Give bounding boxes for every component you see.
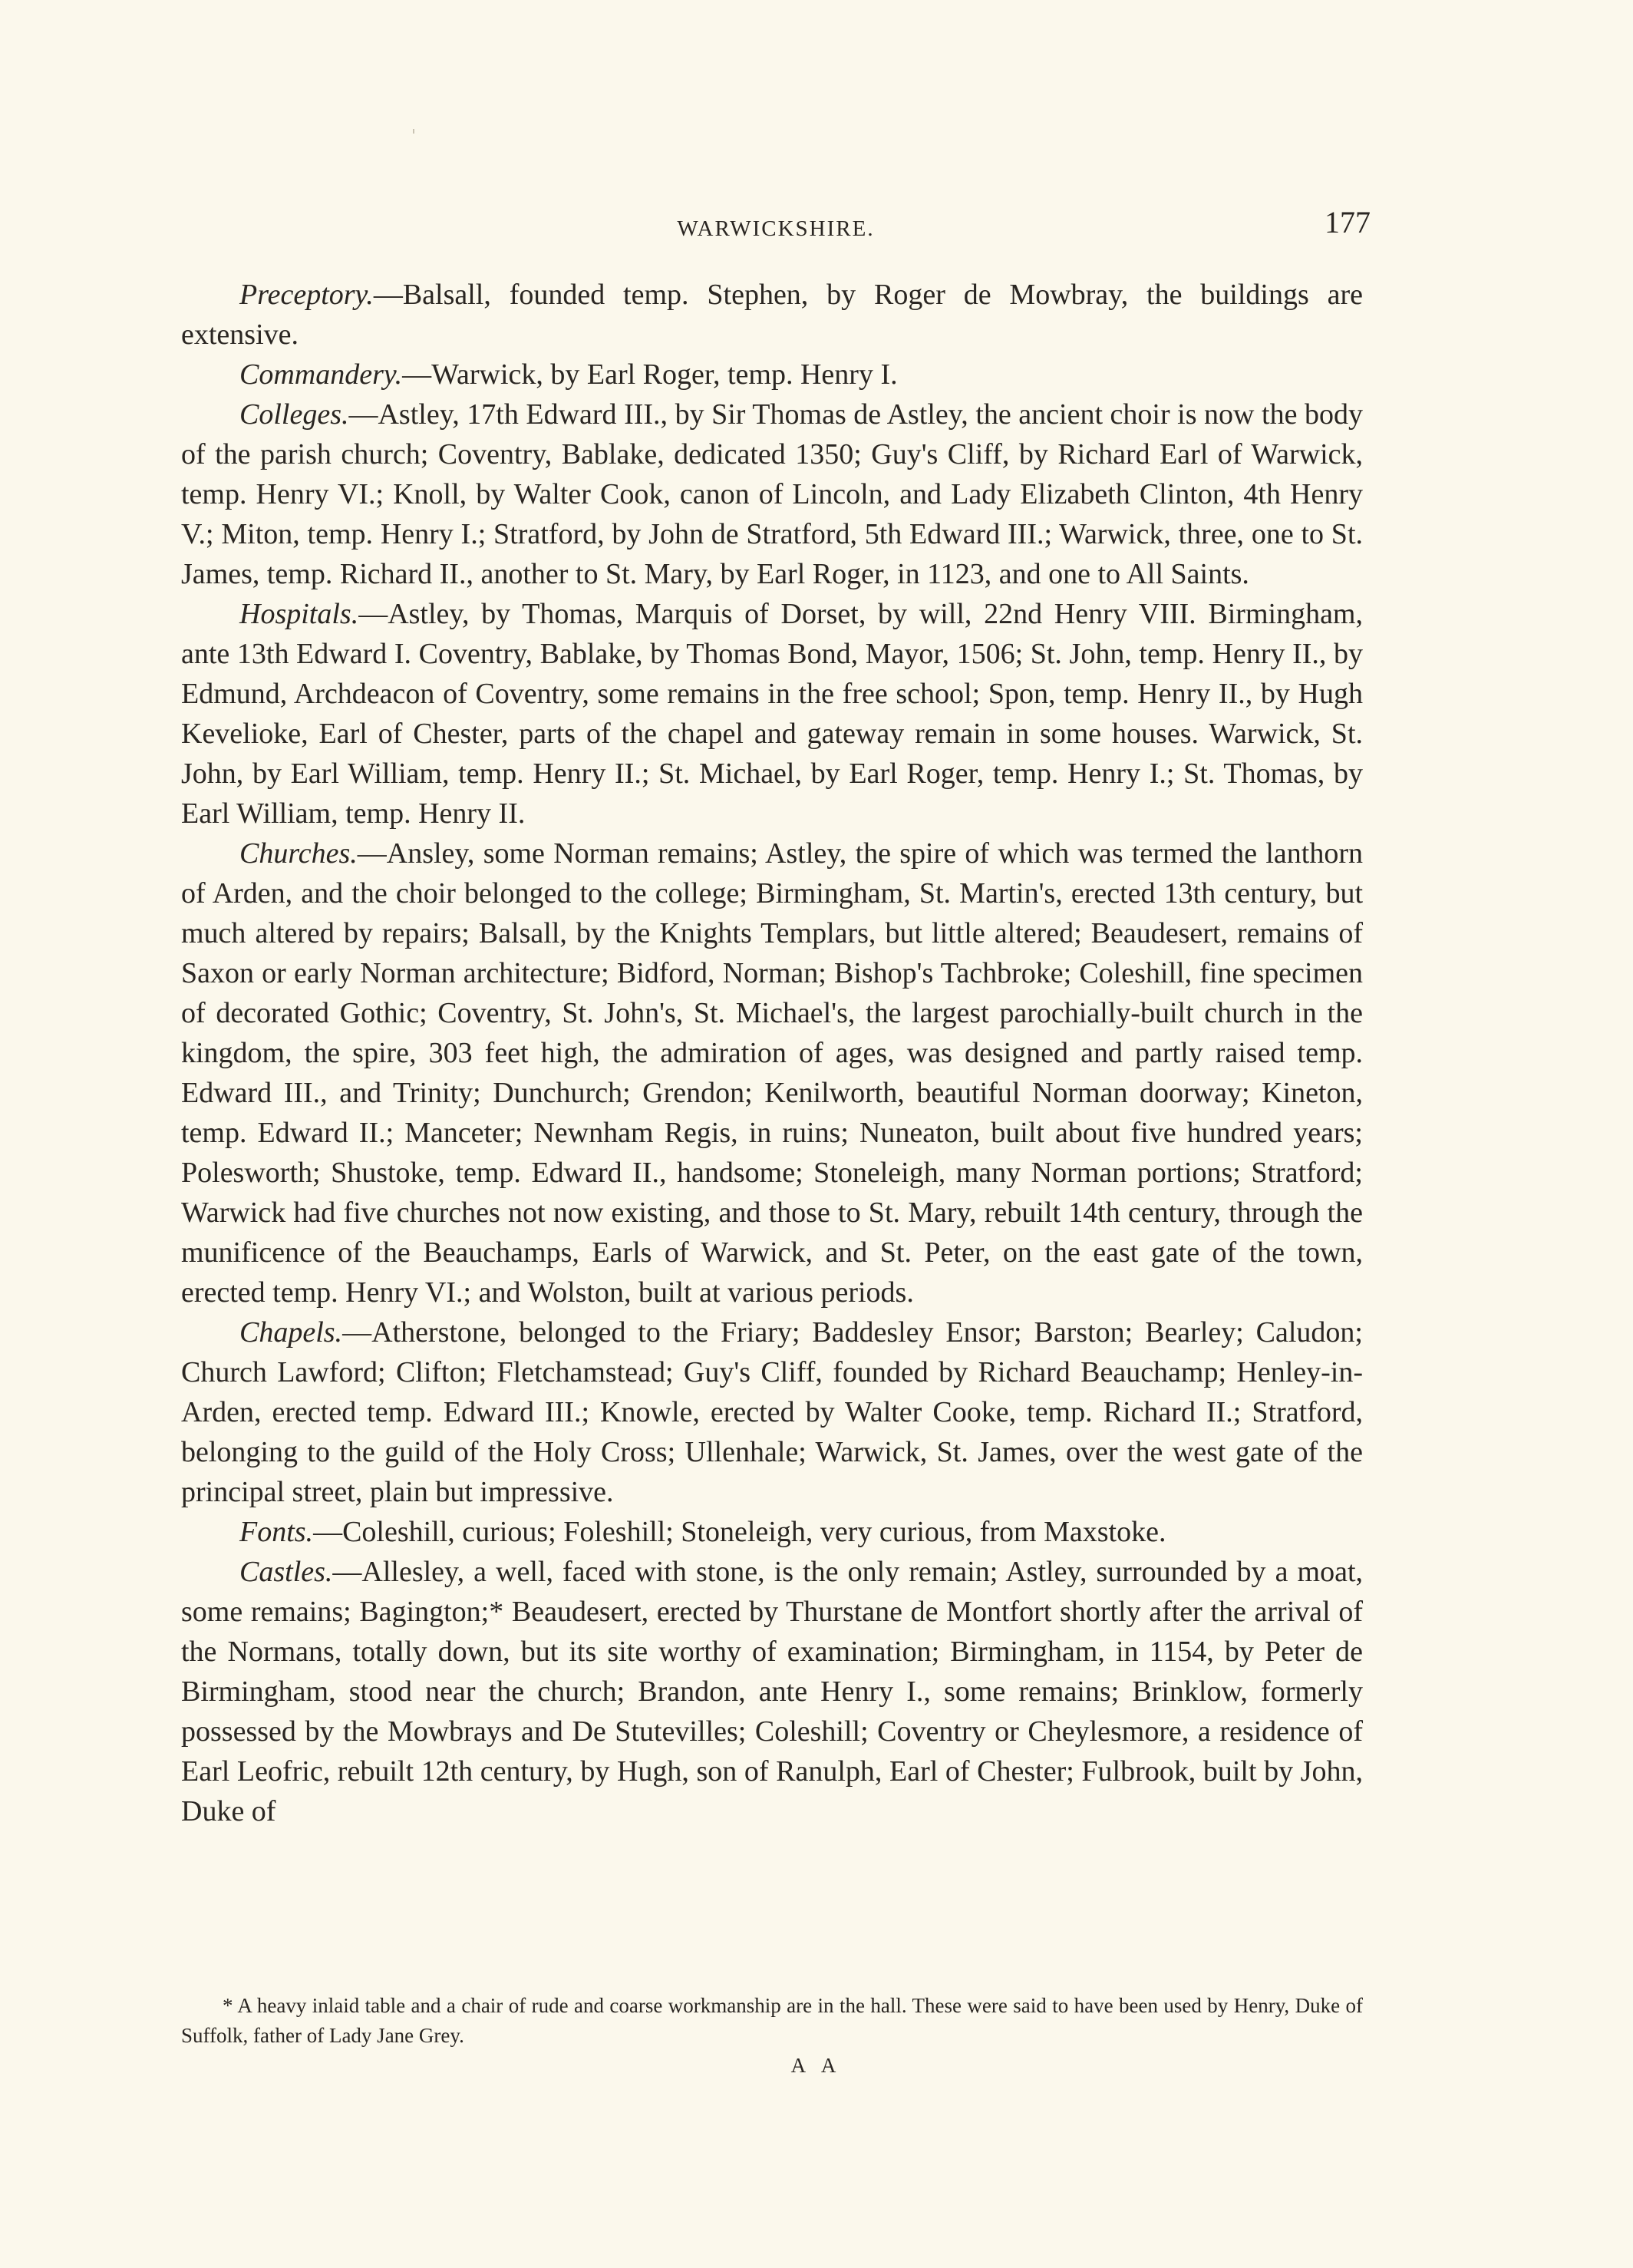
paragraph-chapels [181,1312,1363,1512]
paragraph-text: —Balsall, founded temp. Stephen, by Roger de Mowbray, the buildings are extensive. [181,279,1363,351]
paragraph-preceptory [181,275,1363,355]
paragraph-term: Commandery. [239,358,403,391]
running-title: WARWICKSHIRE. [677,216,875,241]
paragraph-term: Castles. [239,1556,333,1588]
signature-mark: A A [790,2054,843,2077]
paragraph-term: Preceptory. [239,279,374,311]
paragraph-term: Churches. [239,837,358,870]
paper-speck [413,129,414,134]
paragraph-term: Hospitals. [239,598,359,630]
paragraph-term: Chapels. [239,1316,343,1349]
paragraph-castles [181,1552,1363,1831]
paragraph-churches [181,834,1363,1312]
footnote-text: * A heavy inlaid table and a chair of rude and coarse workmanship are in the hall. These were said to have been used by Henry, Duke of Suffolk, father of Lady Jane Grey. [181,1994,1363,2047]
footnote [181,1991,1363,2051]
paragraph-text: —Atherstone, belonged to the Friary; Baddesley Ensor; Barston; Bearley; Caludon; Church Lawford; Clifton; Fletchamstead; Guy's Cliff, founded by Richard Beauchamp; Henley-in-Arden, erected temp. Edward III.; Knowle, erected by Walter Cooke, temp. Richard II.; Stratford, belonging to the guild of the Holy Cross; Ullenhale; Warwick, St. James, over the west gate of the principal street, plain but impressive. [181,1316,1363,1508]
paragraph-term: Fonts. [239,1516,314,1548]
paragraph-fonts [181,1512,1363,1552]
page-number: 177 [1325,205,1371,239]
paragraph-text: —Astley, 17th Edward III., by Sir Thomas de Astley, the ancient choir is now the body of the parish church; Coventry, Bablake, dedicated 1350; Guy's Cliff, by Richard Earl of Warwick, temp. Henry VI.; Knoll, by Walter Cook, canon of Lincoln, and Lady Elizabeth Clinton, 4th Henry V.; Miton, temp. Henry I.; Stratford, by John de Stratford, 5th Edward III.; Warwick, three, one to St. James, temp. Richard II., another to St. Mary, by Earl Roger, in 1123, and one to All Saints. [181,398,1363,590]
paragraph-text: —Ansley, some Norman remains; Astley, the spire of which was termed the lanthorn of Arden, and the choir belonged to the college; Birmingham, St. Martin's, erected 13th century, but much altered by repairs; Balsall, by the Knights Templars, but little altered; Beaudesert, remains of Saxon or early Norman architecture; Bidford, Norman; Bishop's Tachbroke; Coleshill, fine specimen of decorated Gothic; Coventry, St. John's, St. Michael's, the largest parochially-built church in the kingdom, the spire, 303 feet high, the admiration of ages, was designed and partly raised temp. Edward III., and Trinity; Dunchurch; Grendon; Kenilworth, beautiful Norman doorway; Kineton, temp. Edward II.; Manceter; Newnham Regis, in ruins; Nuneaton, built about five hundred years; Polesworth; Shustoke, temp. Edward II., handsome; Stoneleigh, many Norman portions; Stratford; Warwick had five churches not now existing, and those to St. Mary, rebuilt 14th century, through the munificence of the Beauchamps, Earls of Warwick, and St. Peter, on the east gate of the town, erected temp. Henry VI.; and Wolston, built at various periods. [181,837,1363,1309]
paragraph-colleges [181,395,1363,594]
page-header [181,201,1371,255]
paragraph-text: —Coleshill, curious; Foleshill; Stoneleigh, very curious, from Maxstoke. [313,1516,1166,1548]
paragraph-commandery [181,355,1363,395]
paragraph-text: —Astley, by Thomas, Marquis of Dorset, by will, 22nd Henry VIII. Birmingham, ante 13th Edward I. Coventry, Bablake, by Thomas Bond, Mayor, 1506; St. John, temp. Henry II., by Edmund, Archdeacon of Coventry, some remains in the free school; Spon, temp. Henry II., by Hugh Kevelioke, Earl of Chester, parts of the chapel and gateway remain in some houses. Warwick, St. John, by Earl William, temp. Henry II.; St. Michael, by Earl Roger, temp. Henry I.; St. Thomas, by Earl William, temp. Henry II. [181,598,1363,830]
paragraph-hospitals [181,594,1363,834]
paragraph-text: —Warwick, by Earl Roger, temp. Henry I. [402,358,898,391]
page-body [181,275,1363,1831]
paragraph-text: —Allesley, a well, faced with stone, is the only remain; Astley, surrounded by a moat, some remains; Bagington;* Beaudesert, erected by Thurstane de Montfort shortly after the arrival of the Normans, totally down, but its site worthy of examination; Birmingham, in 1154, by Peter de Birmingham, stood near the church; Brandon, ante Henry I., some remains; Brinklow, formerly possessed by the Mowbrays and De Stutevilles; Coleshill; Coventry or Cheylesmore, a residence of Earl Leofric, rebuilt 12th century, by Hugh, son of Ranulph, Earl of Chester; Fulbrook, built by John, Duke of [181,1556,1363,1827]
paragraph-term: Colleges. [239,398,349,431]
